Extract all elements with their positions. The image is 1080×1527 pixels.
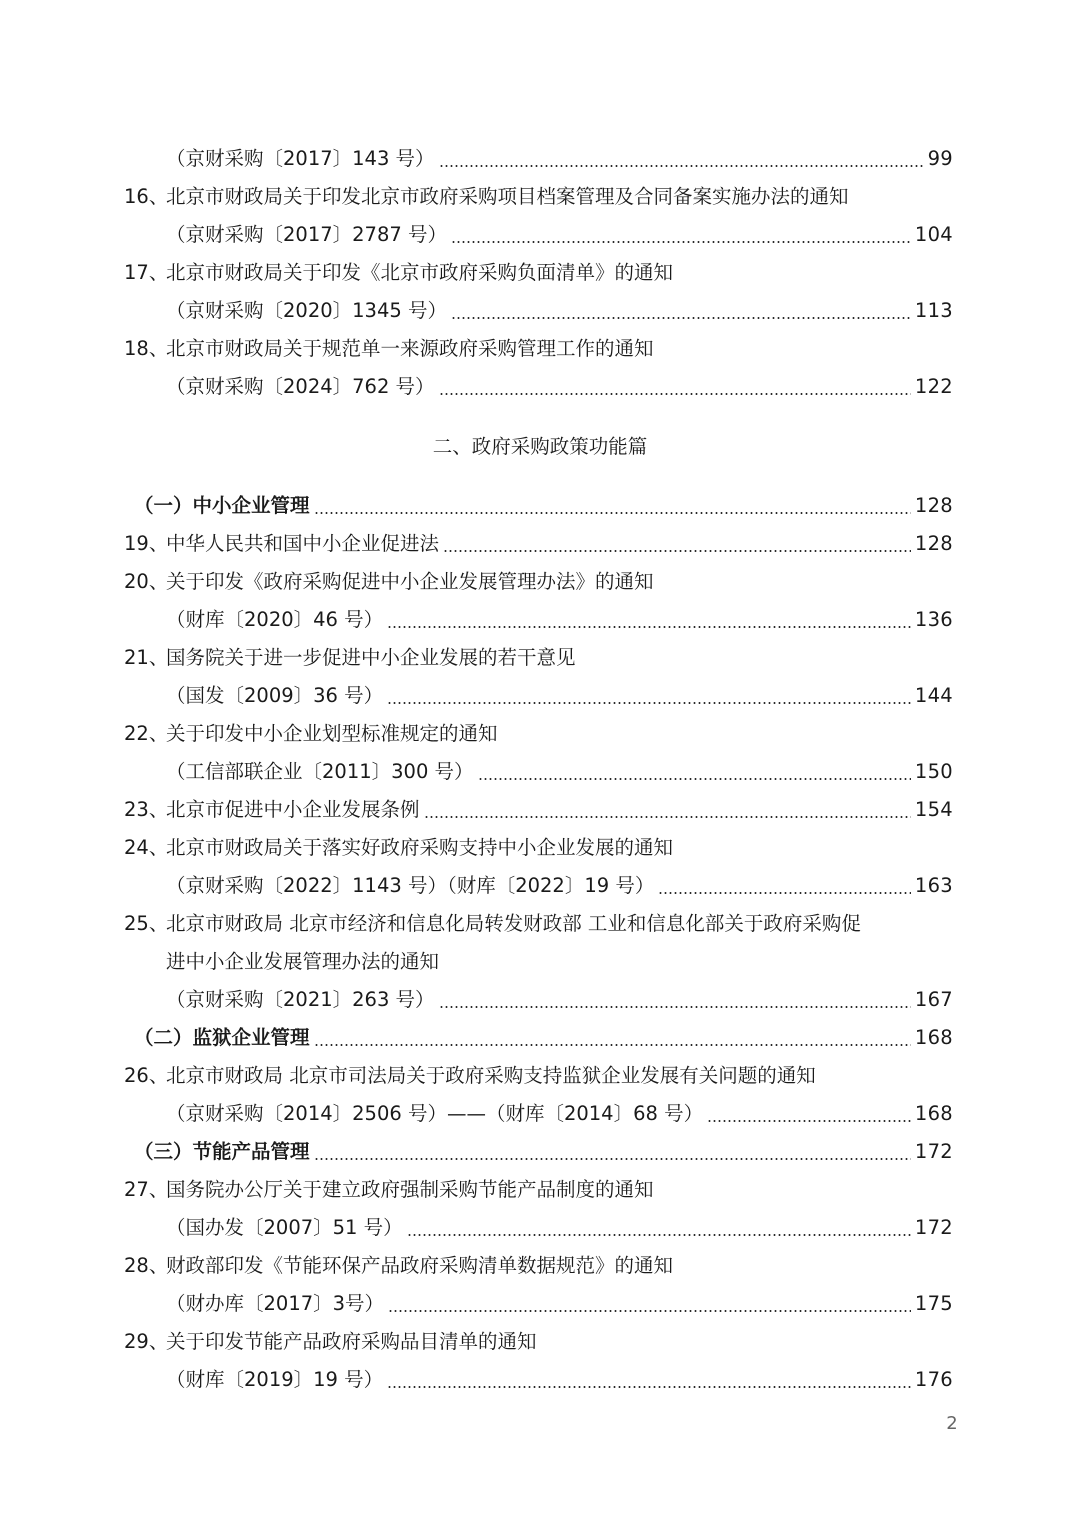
citation-text: （工信部联企业〔2011〕300 号） — [166, 760, 474, 783]
citation-text: （财库〔2020〕46 号） — [166, 608, 384, 631]
section-label: （一）中小企业管理 — [134, 494, 310, 517]
citation-text: （财库〔2019〕19 号） — [166, 1368, 384, 1391]
toc-entry-24[interactable] — [124, 833, 960, 863]
toc-entry-23[interactable] — [124, 795, 953, 825]
entry-title: 国务院关于进一步促进中小企业发展的若干意见 — [166, 646, 576, 669]
toc-section-3[interactable] — [134, 1137, 953, 1167]
entry-number: 25、 — [124, 912, 169, 935]
dot-leader — [658, 892, 911, 894]
dot-leader — [439, 165, 924, 167]
toc-entry-21[interactable] — [124, 643, 960, 673]
entry-number: 22、 — [124, 722, 169, 745]
citation-text: （京财采购〔2022〕1143 号）（财库〔2022〕19 号） — [166, 874, 655, 897]
citation-text: （京财采购〔2020〕1345 号） — [166, 299, 447, 322]
entry-title: 北京市财政局关于印发北京市政府采购项目档案管理及合同备案实施办法的通知 — [166, 185, 849, 208]
page-ref: 168 — [914, 1026, 953, 1049]
entry-title: 关于印发中小企业划型标准规定的通知 — [166, 722, 498, 745]
toc-citation-row[interactable] — [166, 296, 953, 326]
citation-text: （国办发〔2007〕51 号） — [166, 1216, 403, 1239]
citation-text: （京财采购〔2017〕2787 号） — [166, 223, 447, 246]
page-ref: 154 — [914, 798, 953, 821]
toc-entry-18[interactable] — [124, 334, 960, 364]
dot-leader — [388, 1310, 911, 1312]
page-ref: 104 — [914, 223, 953, 246]
page-ref: 128 — [914, 532, 953, 555]
citation-text: （京财采购〔2017〕143 号） — [166, 147, 435, 170]
dot-leader — [707, 1120, 911, 1122]
dot-leader — [407, 1234, 911, 1236]
entry-number: 20、 — [124, 570, 169, 593]
toc-section-2[interactable] — [134, 1023, 953, 1053]
entry-number: 27、 — [124, 1178, 169, 1201]
page-ref: 163 — [914, 874, 953, 897]
toc-entry-16[interactable] — [124, 182, 960, 212]
citation-text: （京财采购〔2021〕263 号） — [166, 988, 435, 1011]
page-ref: 172 — [914, 1140, 953, 1163]
part-heading: 二、政府采购政策功能篇 — [432, 435, 648, 458]
toc-citation-row[interactable] — [166, 220, 953, 250]
dot-leader — [387, 702, 911, 704]
toc-citation-row[interactable] — [166, 1365, 953, 1395]
page-ref: 167 — [914, 988, 953, 1011]
entry-number: 17、 — [124, 261, 169, 284]
entry-number: 26、 — [124, 1064, 169, 1087]
toc-citation-row[interactable] — [166, 757, 953, 787]
entry-title: 关于印发《政府采购促进中小企业发展管理办法》的通知 — [166, 570, 654, 593]
citation-text: （财办库〔2017〕3号） — [166, 1292, 385, 1315]
entry-title: 关于印发节能产品政府采购品目清单的通知 — [166, 1330, 537, 1353]
dot-leader — [424, 816, 911, 818]
toc-entry-17[interactable] — [124, 258, 960, 288]
page-ref: 144 — [914, 684, 953, 707]
entry-title: 财政部印发《节能环保产品政府采购清单数据规范》的通知 — [166, 1254, 674, 1277]
page-ref: 99 — [927, 147, 953, 170]
page-ref: 168 — [914, 1102, 953, 1125]
section-label: （三）节能产品管理 — [134, 1140, 310, 1163]
citation-text: （国发〔2009〕36 号） — [166, 684, 384, 707]
page-ref: 128 — [914, 494, 953, 517]
toc-citation-row[interactable] — [166, 1099, 953, 1129]
toc-section-1[interactable] — [134, 491, 953, 521]
dot-leader — [451, 317, 911, 319]
entry-number: 19、 — [124, 532, 169, 555]
toc-citation-row[interactable] — [166, 1289, 953, 1319]
page-ref: 122 — [914, 375, 953, 398]
entry-number: 29、 — [124, 1330, 169, 1353]
toc-citation-row[interactable] — [166, 1213, 953, 1243]
toc-citation-row[interactable] — [166, 871, 953, 901]
toc-citation-row[interactable] — [166, 681, 953, 711]
entry-number: 24、 — [124, 836, 169, 859]
entry-title: 中华人民共和国中小企业促进法 — [166, 532, 440, 555]
entry-title: 北京市财政局关于落实好政府采购支持中小企业发展的通知 — [166, 836, 674, 859]
toc-entry-22[interactable] — [124, 719, 960, 749]
toc-citation-row[interactable] — [166, 372, 953, 402]
page-ref: 150 — [914, 760, 953, 783]
section-label: （二）监狱企业管理 — [134, 1026, 310, 1049]
dot-leader — [314, 1044, 911, 1046]
entry-number: 16、 — [124, 185, 169, 208]
entry-number: 21、 — [124, 646, 169, 669]
dot-leader — [439, 393, 911, 395]
toc-entry-20[interactable] — [124, 567, 960, 597]
entry-title: 北京市财政局 北京市司法局关于政府采购支持监狱企业发展有关问题的通知 — [166, 1064, 816, 1087]
entry-number: 18、 — [124, 337, 169, 360]
entry-title: 北京市促进中小企业发展条例 — [166, 798, 420, 821]
toc-citation-row[interactable] — [166, 605, 953, 635]
citation-text: （京财采购〔2014〕2506 号）——（财库〔2014〕68 号） — [166, 1102, 704, 1125]
toc-entry-19[interactable] — [124, 529, 953, 559]
toc-citation-row[interactable] — [166, 985, 953, 1015]
toc-entry-28[interactable] — [124, 1251, 960, 1281]
page-number: 2 — [946, 1413, 958, 1434]
dot-leader — [443, 550, 911, 552]
entry-number: 23、 — [124, 798, 169, 821]
toc-entry-27[interactable] — [124, 1175, 960, 1205]
entry-title: 北京市财政局关于规范单一来源政府采购管理工作的通知 — [166, 337, 654, 360]
entry-number: 28、 — [124, 1254, 169, 1277]
dot-leader — [451, 241, 911, 243]
entry-title-continued: 进中小企业发展管理办法的通知 — [166, 950, 440, 973]
dot-leader — [314, 1158, 911, 1160]
toc-entry-25[interactable] — [124, 909, 960, 939]
page-ref: 113 — [914, 299, 953, 322]
dot-leader — [314, 512, 911, 514]
page-ref: 172 — [914, 1216, 953, 1239]
entry-title: 国务院办公厅关于建立政府强制采购节能产品制度的通知 — [166, 1178, 654, 1201]
entry-title: 北京市财政局关于印发《北京市政府采购负面清单》的通知 — [166, 261, 674, 284]
toc-entry-26[interactable] — [124, 1061, 960, 1091]
entry-title: 北京市财政局 北京市经济和信息化局转发财政部 工业和信息化部关于政府采购促 — [166, 912, 861, 935]
dot-leader — [439, 1006, 911, 1008]
dot-leader — [478, 778, 911, 780]
toc-entry-25-continued[interactable] — [166, 947, 953, 977]
dot-leader — [387, 626, 911, 628]
page-ref: 175 — [914, 1292, 953, 1315]
dot-leader — [387, 1386, 911, 1388]
citation-text: （京财采购〔2024〕762 号） — [166, 375, 435, 398]
page-ref: 176 — [914, 1368, 953, 1391]
toc-entry-29[interactable] — [124, 1327, 960, 1357]
page-ref: 136 — [914, 608, 953, 631]
toc-citation-row[interactable] — [166, 144, 953, 174]
